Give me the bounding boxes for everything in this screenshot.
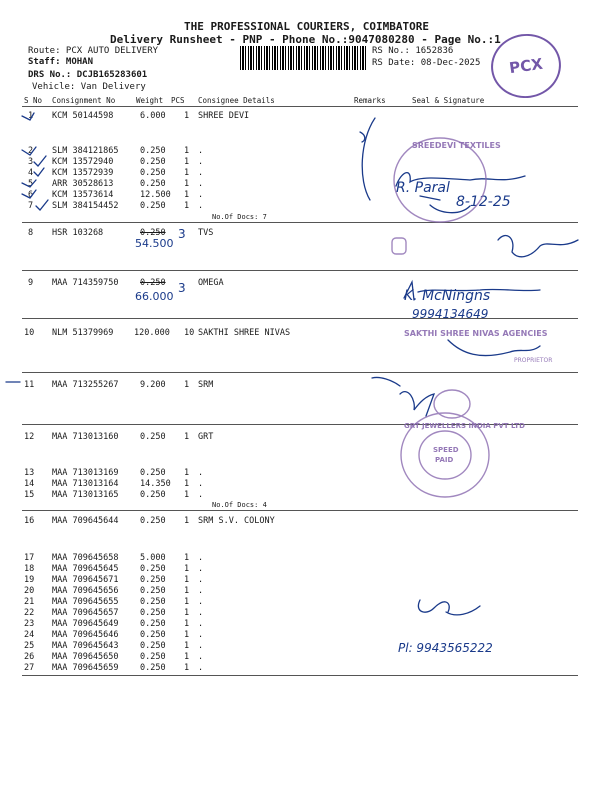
tick-mark [22, 113, 34, 120]
tick-mark [22, 147, 36, 155]
pcx-stamp: PCX [487, 29, 565, 102]
col-consignment: Consignment No [52, 96, 116, 105]
handwritten-weight-8: 54.500 [135, 237, 174, 250]
tick-mark [22, 190, 36, 198]
grt-stamp-inner [419, 431, 471, 479]
col-sno: S No [24, 96, 43, 105]
stamp-text-3: GRT JEWELLERS INDIA PVT LTD [404, 422, 525, 430]
vehicle: Vehicle: Van Delivery [32, 82, 146, 92]
stamp-text-3c: PAID [435, 456, 454, 464]
col-consignee: Consignee Details [198, 96, 275, 105]
signature-name-3: K. McNingns [404, 288, 491, 304]
signature-name-1: R. Paral [396, 180, 450, 196]
signature-5 [400, 392, 434, 416]
route: Route: PCX AUTO DELIVERY [28, 46, 159, 56]
signature-6 [418, 600, 449, 612]
drs-number: DRS No.: DCJB165283601 [28, 70, 148, 80]
stamp-text-2b: PROPRIETOR [514, 357, 553, 364]
signature-1 [420, 196, 440, 200]
tick-mark [36, 200, 48, 210]
handwritten-weight-9: 66.000 [135, 290, 174, 303]
signature-5 [372, 377, 400, 386]
doc-count-2: No.Of Docs: 4 [212, 501, 267, 509]
handwritten-pcs-9: 3 [178, 281, 186, 295]
signature-6 [446, 606, 480, 615]
company-name: THE PROFESSIONAL COURIERS, COIMBATORE [184, 20, 430, 33]
stamp-text-2: SAKTHI SHREE NIVAS AGENCIES [404, 329, 548, 338]
col-remarks: Remarks [354, 96, 386, 105]
signature-4 [448, 340, 540, 356]
doc-count-1: No.Of Docs: 7 [212, 213, 267, 221]
tick-mark [22, 180, 36, 187]
remarks-bracket [362, 118, 375, 200]
staff: Staff: MOHAN [28, 57, 94, 67]
tvs-logo-stamp [392, 238, 406, 254]
col-seal: Seal & Signature [412, 96, 485, 105]
rs-number: RS No.: 1652836 [372, 46, 454, 56]
signature-phone-3: 9994134649 [412, 307, 489, 321]
signature-date-1: 8-12-25 [456, 194, 511, 210]
remarks-bracket [360, 132, 365, 142]
signature-2 [498, 236, 578, 257]
col-pcs: PCS [171, 96, 185, 105]
handwritten-pcs-8: 3 [178, 227, 186, 241]
tick-mark [34, 168, 44, 176]
stamp-text-3d: SPEED [433, 446, 459, 454]
signature-phone-last: Pl: 9943565222 [398, 641, 493, 655]
runsheet-title: Delivery Runsheet - PNP - Phone No.:9047080280 - Page No.:1 [110, 33, 501, 46]
stamp-text-1: SREEDEVI TEXTILES [412, 141, 501, 150]
col-weight: Weight [136, 96, 164, 105]
tick-mark [34, 156, 46, 166]
rs-date: RS Date: 08-Dec-2025 [372, 58, 481, 68]
